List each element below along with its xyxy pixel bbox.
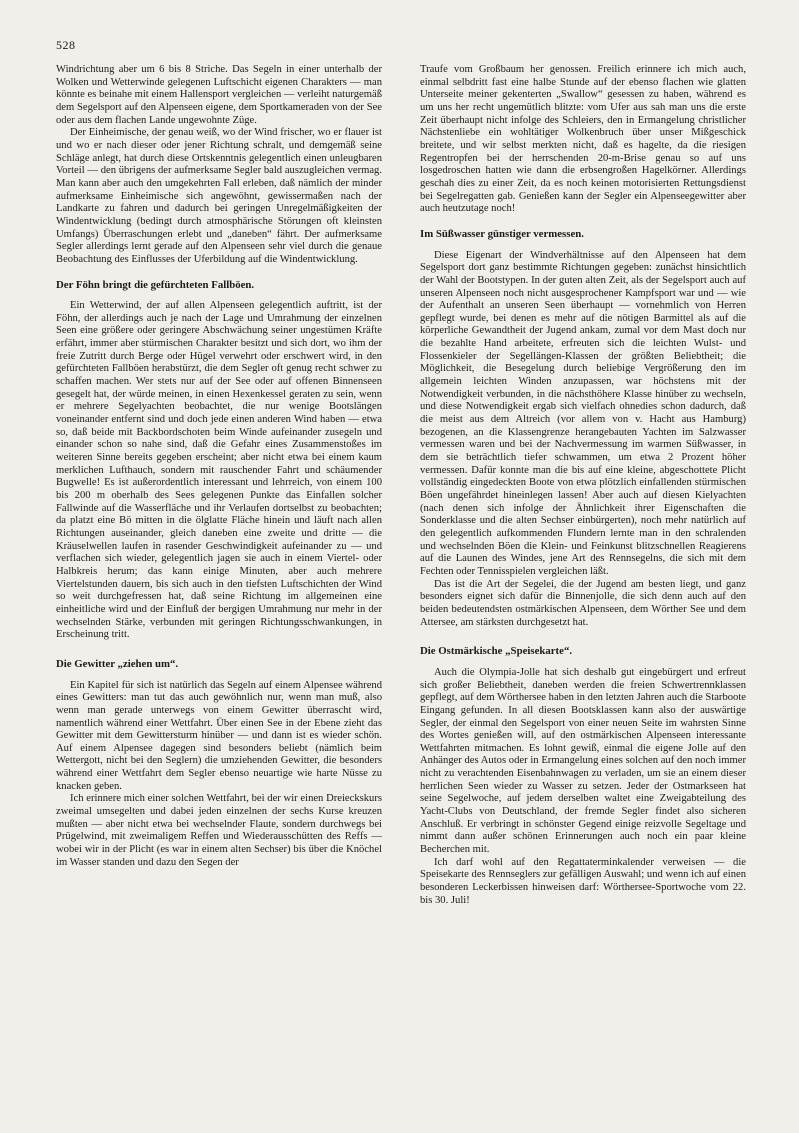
paragraph: Diese Eigenart der Windverhältnisse auf den Alpenseen hat dem Segelsport dort ganz bestimmte Richtungen gegeben: zunächst hinsichtlich der Wahl der Bootstypen. In der guten alten Zeit, als der Segelsport auch auf unseren Alpenseen noch nicht ausgesprochener Kampfsport war und — wie der Aufenthalt an unseren Seen überhaupt — vornehmlich von Herren gepflegt wurde, bei denen es mehr auf die nötigen Barmittel als auf die körperliche Gewandtheit der Jugend ankam, zumal vor dem Mast doch nur die bezahlte Hand arbeitete, erfreuten sich die leichten Wulst- und Flossenkieler der Segellängen-Klassen der größten Beliebtheit; die Möglichkeit, die Besegelung durch beliebige Vergrößerung den im allgemein leichten Winden anzupassen, war höchstens mit der Notwendigkeit verbunden, in die nächsthöhere Klasse hinüber zu wechseln, und diese Notwendigkeit ergab sich vielfach ohnedies schon dadurch, daß die meist aus dem Altreich (vor allem von v. Hacht aus Hamburg) bezogenen, an die Klassengrenze herangebauten Yachten im Salzwasser vermessen waren und bei der Nachvermessung im warmen Süßwasser, in dem sie beträchtlich tiefer schwammen, um etwa 2 Prozent höher vermessen. Dafür konnte man die bis auf eine kleine, abgeschottete Plicht vollständig eingedeckten Boote von etwa plötzlich einfallenden stürmischen Böen ungefährdet hineinlegen lassen! Aber auch auf diesen Kielyachten (nach denen sich infolge der Ähnlichkeit ihrer Eigenschaften die Sonderklasse und die alten Sechser einbürgerten), noch mehr natürlich auf den gelegentlich aufkommenden Flundern lernte man in den schralenden und wechselnden Böen die Klein- und Feinkunst blitzschnellen Reagierens auf die Launen des Windes, jene Art des Rennsegelns, die sich mit dem Fechten oder Tennisspielen vergleichen läßt. [420, 249, 746, 577]
page-number: 528 [56, 38, 76, 52]
right-column [420, 64, 746, 907]
paragraph: Der Einheimische, der genau weiß, wo der Wind frischer, wo er flauer ist und wo er nach dieser oder jener Richtung schralt, und demgemäß seine Schläge anlegt, hat durch diese Ortskenntnis gelegentlich einen unleugbaren Vorteil — den übrigens der aufmerksame Segler bald auszugleichen vermag. Man kann aber auch den umgekehrten Fall erleben, daß nämlich der minder aufmerksame Einheimische sich angewöhnt, gewissermaßen nach der Landkarte zu fahren und dadurch bei geringen Unregelmäßigkeiten der Windentwicklung (bedingt durch atmosphärische Störungen oft kleinsten Umfangs) Überraschungen erlebt und „daneben“ fährt. Der aufmerksame Segler allerdings lernt gerade auf den Alpenseen sehr viel durch die genaue Beobachtung des Einflusses der Uferbildung auf die Windentwicklung. [56, 127, 382, 265]
paragraph: Windrichtung aber um 6 bis 8 Striche. Das Segeln in einer unterhalb der Wolken und Wetterwinde gelegenen Luftschicht eigenen Charakters — man könnte es beinahe mit einem Hallensport vergleichen — verleiht naturgemäß dem Segelsport auf den Alpenseen eigene, dem Sportkameraden von der See oder aus dem flachen Lande ungewohnte Züge. [56, 64, 382, 126]
left-column [56, 64, 382, 869]
paragraph: Ein Kapitel für sich ist natürlich das Segeln auf einem Alpensee während eines Gewitters: man tut das auch gewöhnlich nur, wenn man muß, also wenn man gerade unterwegs von einem Gewitter überrascht wird, namentlich während einer Wettfahrt. Über einen See in der Ebene zieht das Gewitter mit dem Gewittersturm hinüber — und dann ist es wieder schön. Auf einem Alpensee dagegen sind besonders beliebt (nämlich beim Wettergott, nicht bei den Seglern) die umziehenden Gewitter, die besonders während einer Wettfahrt dem Segler ebenso neuartige wie harte Nüsse zu knacken geben. [56, 679, 382, 792]
paragraph: Ich erinnere mich einer solchen Wettfahrt, bei der wir einen Dreieckskurs zweimal umsegelten und dabei jeden einzelnen der sechs Kurse kreuzen mußten — aber nicht etwa bei wechselnder Flaute, sondern durchwegs bei Prügelwind, mit zweimaligem Reffen und Wiederausschütten des Reffs — wobei wir in der Plicht (es war in einem alten Sechser) bis über die Knöchel im Wasser standen und dazu den Segen der [56, 793, 382, 868]
paragraph: Ich darf wohl auf den Regattaterminkalender verweisen — die Speisekarte des Rennseglers zur gefälligen Auswahl; und wenn ich auf einen besonderen Leckerbissen hinweisen darf: Wörthersee-Sportwoche vom 22. bis 30. Juli! [420, 856, 746, 906]
paragraph: Auch die Olympia-Jolle hat sich deshalb gut eingebürgert und erfreut sich großer Beliebtheit, daneben werden die freien Schwertrennklassen gepflegt, auf dem Wörthersee haben in den letzten Jahren auch die Starboote Eingang gefunden. In all diesen Bootsklassen kann also der auswärtige Segler, der einmal den Segelsport von einer neuen Seite im wahrsten Sinne des Wortes genießen will, auf den ostmärkischen Alpenseen interessante Wettfahrten mitmachen. Es lohnt gewiß, einmal die eigene Jolle auf den Anhänger des Autos oder in Ermangelung eines solchen auf den noch immer nicht zu verachtenden Eisenbahnwagen zu verladen, um sie an einem dieser herrlichen Seen wieder zu Wasser zu setzen. Jeder der Ostmarkseen hat seine Segelwoche, auf jedem derselben waltet eine Zweigabteilung des Yacht-Clubs von Deutschland, der fremde Segler findet also sicheren Anschluß. Er verbringt in schönster Gegend einige reizvolle Segeltage und nimmt dann außer schönen Erinnerungen auch noch ein paar kleine Becherchen mit. [420, 666, 746, 856]
section-heading: Die Gewitter „ziehen um“. [56, 657, 179, 670]
paragraph: Traufe vom Großbaum her genossen. Freilich erinnere ich mich auch, einmal selbdritt fast eine halbe Stunde auf der ebenso flachen wie glatten Unterseite meiner gekenterten „Swallow“ gesessen zu haben, während es um uns her recht ungemütlich blitzte: vom Ufer aus sah man uns die erste Zeit überhaupt nicht infolge des Schleiers, den in Ermangelung christlicher Nächstenliebe ein wohltätiger Wolkenbruch über unser Mißgeschick breitete, und wir selbst merkten nicht, daß es hagelte, da die riesigen Regentropfen bei der herrschenden 20-m-Brise genau so auf uns losgedroschen hatten wie dann die erbsengroßen Hagelkörner. Allerdings geschah dies zu einer Zeit, da es noch keinen motorisierten Rettungsdienst bei Segelregatten gab. Genießen kann der Segler ein Alpenseegewitter aber auch heutzutage noch! [420, 64, 746, 215]
paragraph: Ein Wetterwind, der auf allen Alpenseen gelegentlich auftritt, ist der Föhn, der allerdings auch je nach der Lage und Umrahmung der einzelnen Seen eine größere oder geringere Abschwächung seiner ungestümen Kräfte erfährt, immer aber stürmischen Charakter besitzt und sich dort, wo ihm der freie Zutritt durch Berge oder Hügel verwehrt oder erschwert wird, in den gefürchteten Fallböen herabstürzt, die dem Segler oft genug recht schwer zu schaffen machen. Wer stets nur auf der See oder auf offenen Binnenseen gesegelt hat, der würde meinen, in einen Hexenkessel geraten zu sein, wenn er mehrere Segelyachten beobachtet, die nur wenige Bootslängen voneinander entfernt sind und doch jede einen anderen Wind haben — etwa so, daß beide mit Backbordschoten beim Winde aufeinander zusegeln und einander schon so nahe sind, daß die Gefahr eines Zusammenstoßes im weiteren Sinne bereits gegeben erscheint; aber nicht etwa bei einem kaum merklichen Lufthauch, sondern mit rauschender Fahrt und schäumender Bugwelle! Es ist außerordentlich interessant und lehrreich, von einem 100 bis 200 m oberhalb des Sees gelegenen Punkte das Einfallen solcher Fallwinde auf die Wasserfläche und ihr Verlaufen dortselbst zu beobachten; da platzt eine Bö mitten in die ölglatte Fläche hinein und läuft nach allen Richtungen auseinander, gleich daneben eine zweite und dritte — die Kräuselwellen laufen in rasender Geschwindigkeit aufeinander zu — und verflachen sich wieder, gelegentlich jagen sie auch in einem Viertel- oder Halbkreis herum; das kann einige Minuten, aber auch mehrere Viertelstunden dauern, bis sich auch in den tiefsten Luftschichten der Wind so weit durchgefressen hat, daß seine Richtung im allgemeinen eine einheitliche wird und der Einfluß der bergigen Umrahmung nur mehr in der wechselnden Stärke, verbunden mit geringen Richtungsschwankungen, in Erscheinung tritt. [56, 300, 382, 641]
section-heading: Der Föhn bringt die gefürchteten Fallböen. [56, 278, 255, 291]
paragraph: Das ist die Art der Segelei, die der Jugend am besten liegt, und ganz besonders eignet sich dafür die Binnenjolle, die sich denn auch auf den beiden bedeutendsten ostmärkischen Alpenseen, dem Wörther See und dem Attersee, am stärksten durchgesetzt hat. [420, 578, 746, 628]
section-heading: Im Süßwasser günstiger vermessen. [420, 227, 584, 240]
section-heading: Die Ostmärkische „Speisekarte“. [420, 645, 573, 658]
